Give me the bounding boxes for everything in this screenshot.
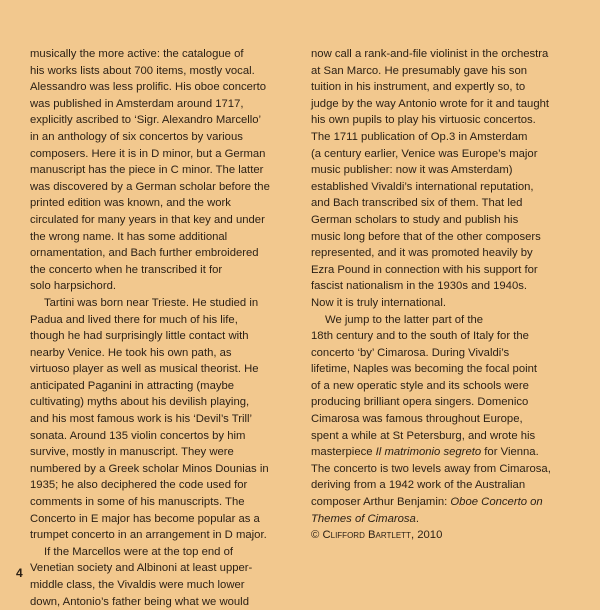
sentence-end: . bbox=[415, 512, 419, 525]
author-credit bbox=[311, 527, 586, 544]
opera-title: Il matrimonio segreto bbox=[375, 446, 482, 459]
text-line: numbered by a Greek scholar Minos Dounias in bbox=[30, 462, 269, 475]
text-line: of a new operatic style and its schools were bbox=[311, 379, 529, 392]
paragraph-start-line: We jump to the latter part of the bbox=[325, 313, 484, 326]
text-line: German scholars to study and publish his bbox=[311, 213, 519, 226]
benjamin-prefix: composer Arthur Benjamin: bbox=[311, 496, 451, 509]
text-line: and his most famous work is his ‘Devil’s Trill’ bbox=[30, 413, 253, 426]
text-line: comments in some of his manuscripts. The bbox=[30, 496, 245, 509]
text-line: manuscript has the piece in C minor. The latter bbox=[30, 164, 264, 177]
text-line: established Vivaldi’s international reputation, bbox=[311, 180, 534, 193]
text-line: was discovered by a German scholar before the bbox=[30, 180, 270, 193]
text-line: producing brilliant opera singers. Domenico bbox=[311, 396, 529, 409]
text-line: trumpet concerto in an arrangement in D major. bbox=[30, 529, 267, 542]
work-title-part-2: Themes of Cimarosa bbox=[311, 512, 416, 525]
text-line: The concerto is two levels away from Cimarosa, bbox=[311, 462, 551, 475]
text-line: survive, mostly in manuscript. They were bbox=[30, 446, 234, 459]
text-line: sonata. Around 135 violin concertos by him bbox=[30, 429, 246, 442]
credit-year: , 2010 bbox=[410, 529, 443, 542]
masterpiece-prefix: masterpiece bbox=[311, 446, 376, 459]
text-line: circulated for many years in that key and under bbox=[30, 213, 265, 226]
copyright-symbol: © bbox=[311, 529, 320, 542]
text-line: solo harpsichord. bbox=[30, 280, 117, 293]
text-line: virtuoso player as well as musical theorist. He bbox=[30, 363, 259, 376]
text-line: though he had surprisingly little contact with bbox=[30, 330, 249, 343]
paragraph-start-line: Tartini was born near Trieste. He studied in bbox=[44, 296, 259, 309]
masterpiece-suffix: for Vienna. bbox=[481, 446, 539, 459]
text-line: at San Marco. He presumably gave his son bbox=[311, 64, 528, 77]
text-line: now call a rank-and-file violinist in the orchestra bbox=[311, 48, 549, 60]
text-line: Concerto in E major has become popular as a bbox=[30, 512, 260, 525]
text-line: musically the more active: the catalogue of bbox=[30, 48, 244, 60]
text-line: down, Antonio’s father being what we would bbox=[30, 595, 249, 608]
text-line: his works lists about 700 items, mostly vocal. bbox=[30, 64, 255, 77]
right-text-column bbox=[311, 46, 586, 544]
text-line: anticipated Paganini in attracting (maybe bbox=[30, 379, 235, 392]
text-line: Alessandro was less prolific. His oboe concerto bbox=[30, 81, 267, 94]
work-title-part-1: Oboe Concerto on bbox=[450, 496, 543, 509]
left-text-column bbox=[30, 46, 305, 610]
text-line-benjamin-2 bbox=[311, 511, 586, 528]
text-line: concerto ‘by’ Cimarosa. During Vivaldi’s bbox=[311, 346, 510, 359]
text-line-masterpiece bbox=[311, 444, 586, 461]
text-line: printed edition was known, and the work bbox=[30, 197, 231, 210]
text-line: ornamentation, and Bach further embroidered bbox=[30, 247, 259, 260]
text-line: the wrong name. It has some additional bbox=[30, 230, 228, 243]
text-line-benjamin bbox=[311, 494, 586, 511]
text-line: and Bach transcribed six of them. That led bbox=[311, 197, 523, 210]
text-line: Cimarosa was famous throughout Europe, bbox=[311, 413, 523, 426]
paragraph-start-line: If the Marcellos were at the top end of bbox=[44, 545, 234, 558]
text-line: (a century earlier, Venice was Europe’s major bbox=[311, 147, 538, 160]
text-line: was published in Amsterdam around 1717, bbox=[30, 97, 244, 110]
text-line: spent a while at St Petersburg, and wrote his bbox=[311, 429, 536, 442]
text-line: deriving from a 1942 work of the Australian bbox=[311, 479, 526, 492]
text-line: his own pupils to play his virtuosic concertos. bbox=[311, 114, 536, 127]
author-name: Clifford Bartlett bbox=[322, 529, 411, 542]
text-line: Now it is truly international. bbox=[311, 296, 446, 309]
text-line: music long before that of the other composers bbox=[311, 230, 541, 243]
text-line: music publisher: now it was Amsterdam) bbox=[311, 164, 513, 177]
text-line: The 1711 publication of Op.3 in Amsterdam bbox=[311, 130, 528, 143]
text-line: 18th century and to the south of Italy for the bbox=[311, 330, 529, 343]
text-line: judge by the way Antonio wrote for it and taught bbox=[311, 97, 550, 110]
text-line: fascist nationalism in the 1930s and 1940s. bbox=[311, 280, 528, 293]
text-line: Padua and lived there for much of his life, bbox=[30, 313, 238, 326]
text-line: explicitly ascribed to ‘Sigr. Alexandro Marcello’ bbox=[30, 114, 262, 127]
text-line: the concerto when he transcribed it for bbox=[30, 263, 223, 276]
text-line: represented, and it was promoted heavily by bbox=[311, 247, 533, 260]
text-line: middle class, the Vivaldis were much lower bbox=[30, 579, 245, 591]
text-line: 1935; he also deciphered the code used for bbox=[30, 479, 248, 492]
text-line: Venetian society and Albinoni at least upper- bbox=[30, 562, 253, 575]
text-line: Ezra Pound in connection with his support for bbox=[311, 263, 538, 276]
text-line: nearby Venice. He took his own path, as bbox=[30, 346, 232, 359]
text-line: cultivating) myths about his devilish playing, bbox=[30, 396, 250, 409]
page-number: 4 bbox=[16, 566, 23, 580]
text-line: composers. Here it is in D minor, but a German bbox=[30, 147, 266, 160]
text-line: in an anthology of six concertos by various bbox=[30, 130, 243, 143]
text-line: lifetime, Naples was becoming the focal point bbox=[311, 363, 538, 376]
text-line: tuition in his instrument, and expertly so, to bbox=[311, 81, 526, 94]
